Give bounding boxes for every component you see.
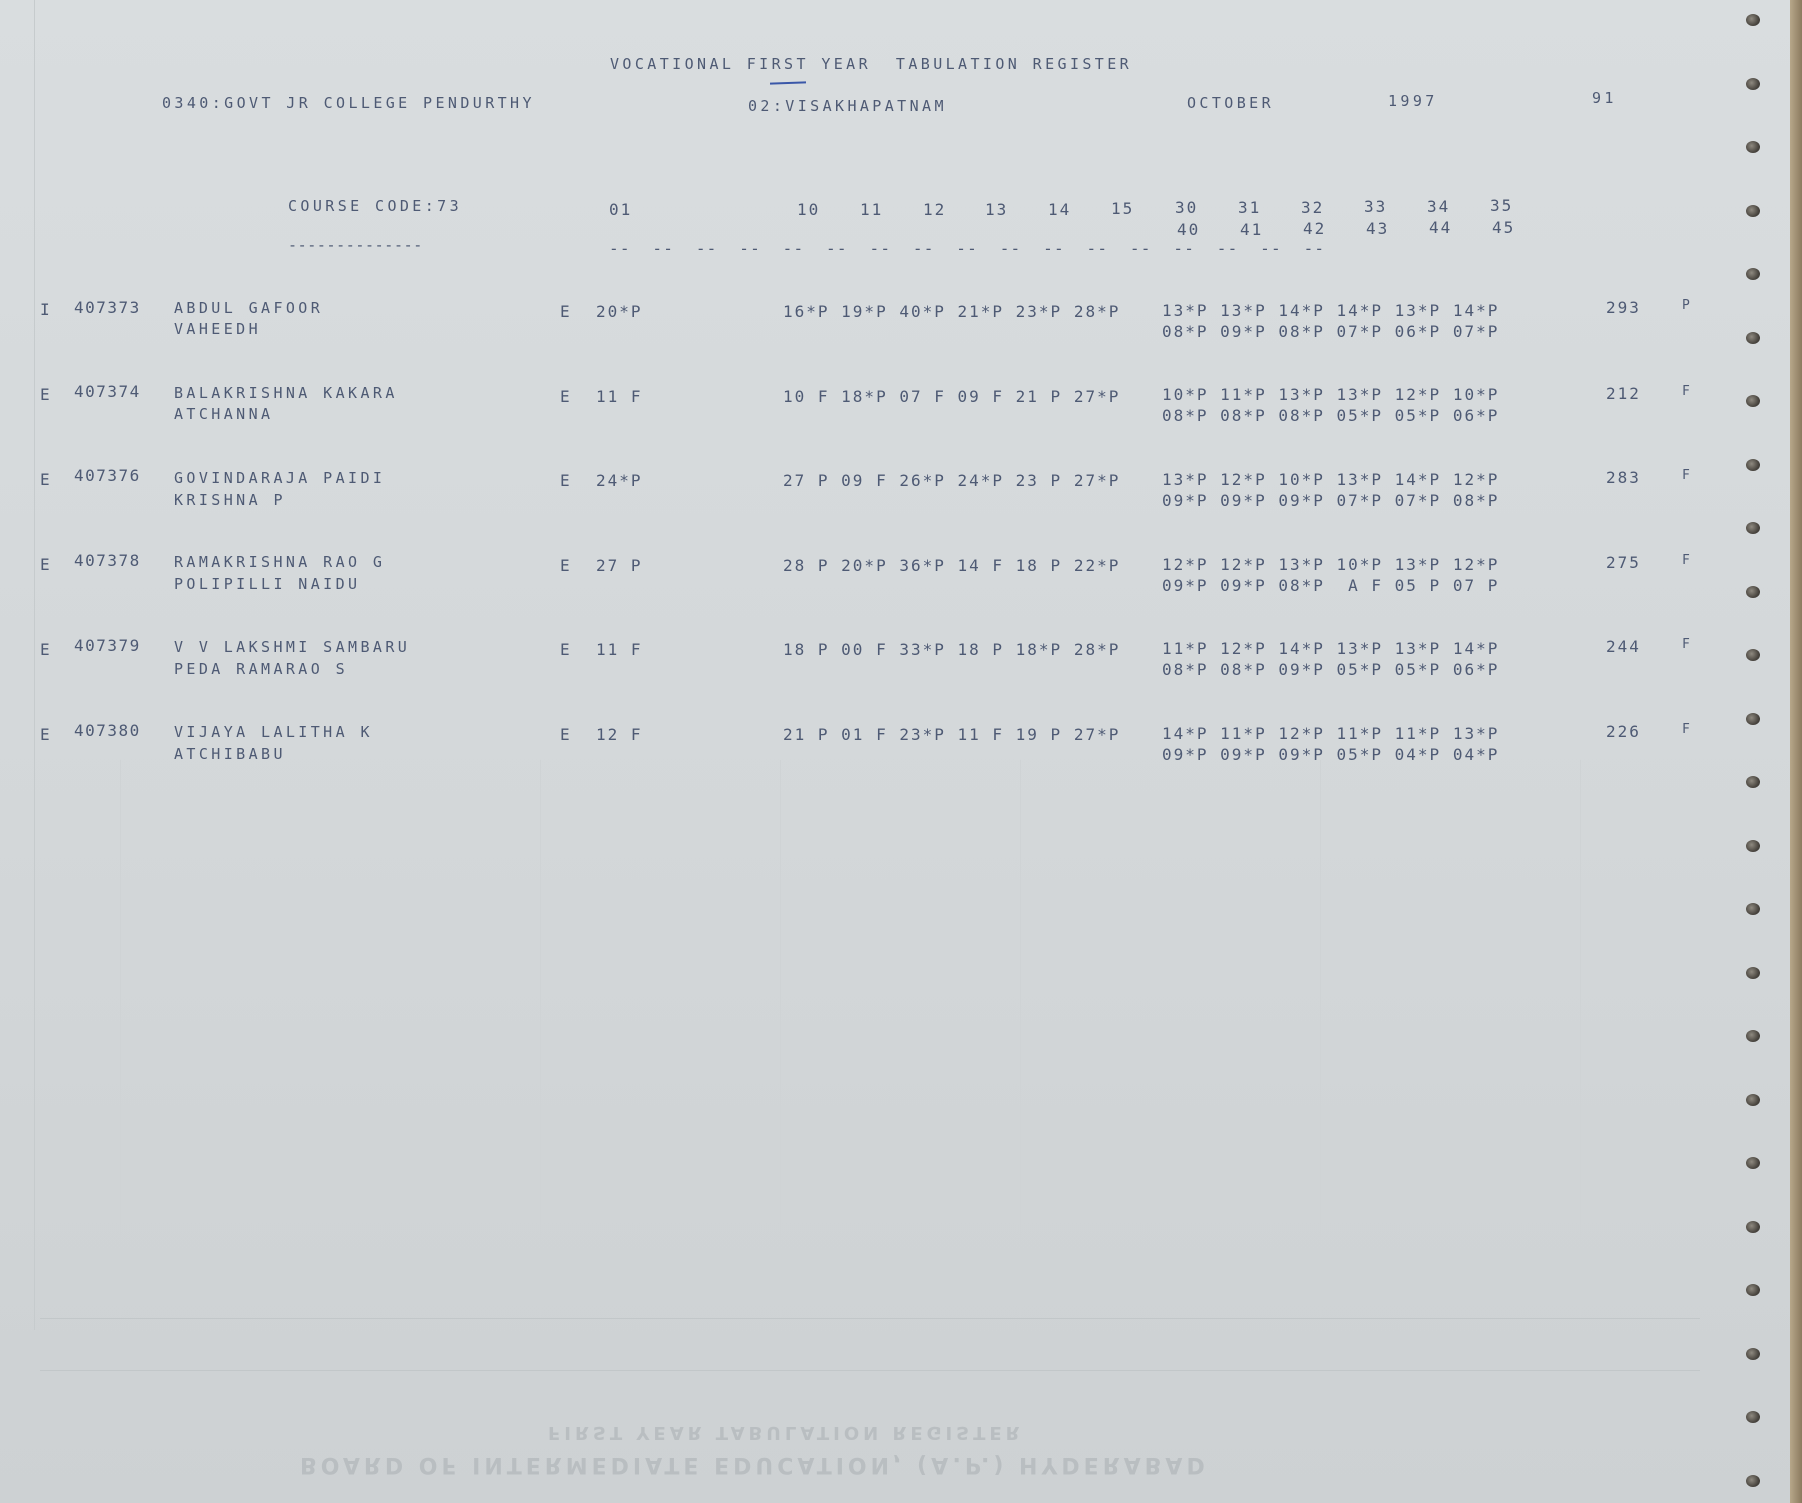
student-name: V V LAKSHMI SAMBARU bbox=[174, 638, 411, 656]
vocational-marks-row2: 09*P 09*P 09*P 07*P 07*P 08*P bbox=[1162, 491, 1500, 510]
subject-01-mark: 11 F bbox=[596, 640, 643, 659]
parent-name: KRISHNA P bbox=[174, 491, 286, 509]
district-name: 02:VISAKHAPATNAM bbox=[748, 97, 947, 115]
show-through-board: BOARD OF INTERMEDIATE EDUCATION, (A.P.) HYDERABAD bbox=[300, 1452, 1209, 1477]
medium: E bbox=[560, 302, 572, 321]
vocational-marks-row2: 09*P 09*P 09*P 05*P 04*P 04*P bbox=[1162, 745, 1500, 764]
roll-number: 407374 bbox=[74, 382, 141, 401]
subject-marks: 16*P 19*P 40*P 21*P 23*P 28*P bbox=[783, 302, 1121, 321]
total-marks: 293 bbox=[1606, 298, 1641, 317]
faint-form-grid bbox=[40, 760, 1700, 1320]
roll-number: 407378 bbox=[74, 551, 141, 570]
student-name: ABDUL GAFOOR bbox=[174, 299, 324, 317]
pen-underline bbox=[770, 81, 806, 84]
student-name: GOVINDARAJA PAIDI bbox=[174, 469, 386, 487]
vocational-marks-row1: 12*P 12*P 13*P 10*P 13*P 12*P bbox=[1162, 555, 1500, 574]
roll-number: 407376 bbox=[74, 466, 141, 485]
col-34: 34 bbox=[1427, 197, 1451, 216]
total-marks: 226 bbox=[1606, 722, 1641, 741]
vocational-marks-row1: 13*P 13*P 14*P 14*P 13*P 14*P bbox=[1162, 301, 1500, 320]
col-43: 43 bbox=[1366, 219, 1390, 238]
col-45: 45 bbox=[1492, 218, 1516, 237]
medium: E bbox=[560, 471, 572, 490]
result: F bbox=[1682, 468, 1692, 483]
vocational-marks-row2: 08*P 09*P 08*P 07*P 06*P 07*P bbox=[1162, 322, 1500, 341]
col-12: 12 bbox=[923, 200, 947, 219]
parent-name: PEDA RAMARAO S bbox=[174, 660, 349, 678]
margin-line bbox=[34, 0, 35, 1330]
col-01: 01 bbox=[609, 200, 633, 219]
course-code: COURSE CODE:73 bbox=[288, 197, 463, 215]
sheet-edge bbox=[1790, 0, 1802, 1503]
col-44: 44 bbox=[1429, 218, 1453, 237]
vocational-marks-row1: 14*P 11*P 12*P 11*P 11*P 13*P bbox=[1162, 724, 1500, 743]
col-30: 30 bbox=[1175, 198, 1199, 217]
col-14: 14 bbox=[1048, 200, 1072, 219]
subject-01-mark: 11 F bbox=[596, 387, 643, 406]
tractor-feed-holes bbox=[1746, 0, 1776, 1503]
show-through-title: FIRST YEAR TABULATION REGISTER bbox=[548, 1422, 1024, 1443]
parent-name: ATCHIBABU bbox=[174, 745, 286, 763]
total-marks: 244 bbox=[1606, 637, 1641, 656]
faint-rule bbox=[40, 1370, 1700, 1371]
medium: E bbox=[560, 640, 572, 659]
medium: E bbox=[560, 387, 572, 406]
total-marks: 212 bbox=[1606, 384, 1641, 403]
col-42: 42 bbox=[1303, 219, 1327, 238]
status-code: I bbox=[40, 300, 52, 319]
result: F bbox=[1682, 722, 1692, 737]
roll-number: 407379 bbox=[74, 636, 141, 655]
subject-marks: 27 P 09 F 26*P 24*P 23 P 27*P bbox=[783, 471, 1121, 490]
vocational-marks-row1: 13*P 12*P 10*P 13*P 14*P 12*P bbox=[1162, 470, 1500, 489]
subject-marks: 28 P 20*P 36*P 14 F 18 P 22*P bbox=[783, 556, 1121, 575]
total-marks: 283 bbox=[1606, 468, 1641, 487]
result: F bbox=[1682, 553, 1692, 568]
subject-01-mark: 27 P bbox=[596, 556, 643, 575]
college-name: 0340:GOVT JR COLLEGE PENDURTHY bbox=[162, 94, 535, 112]
faint-rule bbox=[40, 1318, 1700, 1319]
exam-year: 1997 bbox=[1388, 92, 1438, 110]
status-code: E bbox=[40, 725, 52, 744]
col-33: 33 bbox=[1364, 197, 1388, 216]
medium: E bbox=[560, 556, 572, 575]
student-name: RAMAKRISHNA RAO G bbox=[174, 553, 386, 571]
roll-number: 407380 bbox=[74, 721, 141, 740]
vocational-marks-row1: 11*P 12*P 14*P 13*P 13*P 14*P bbox=[1162, 639, 1500, 658]
subject-marks: 21 P 01 F 23*P 11 F 19 P 27*P bbox=[783, 725, 1121, 744]
status-code: E bbox=[40, 470, 52, 489]
status-code: E bbox=[40, 640, 52, 659]
vocational-marks-row2: 08*P 08*P 09*P 05*P 05*P 06*P bbox=[1162, 660, 1500, 679]
student-name: BALAKRISHNA KAKARA bbox=[174, 384, 398, 402]
status-code: E bbox=[40, 555, 52, 574]
result: F bbox=[1682, 384, 1692, 399]
exam-month: OCTOBER bbox=[1187, 94, 1275, 112]
roll-number: 407373 bbox=[74, 298, 141, 317]
register-title: VOCATIONAL FIRST YEAR TABULATION REGISTER bbox=[610, 55, 1133, 73]
col-41: 41 bbox=[1240, 220, 1264, 239]
vocational-marks-row2: 08*P 08*P 08*P 05*P 05*P 06*P bbox=[1162, 406, 1500, 425]
subject-01-mark: 20*P bbox=[596, 302, 643, 321]
student-name: VIJAYA LALITHA K bbox=[174, 723, 373, 741]
page-number: 91 bbox=[1592, 89, 1617, 107]
medium: E bbox=[560, 725, 572, 744]
course-code-underline: -------------- bbox=[288, 236, 423, 254]
col-15: 15 bbox=[1111, 199, 1135, 218]
vocational-marks-row1: 10*P 11*P 13*P 13*P 12*P 10*P bbox=[1162, 385, 1500, 404]
result: P bbox=[1682, 298, 1692, 313]
col-10: 10 bbox=[797, 200, 821, 219]
parent-name: VAHEEDH bbox=[174, 320, 262, 338]
column-dashes: -- -- -- -- -- -- -- -- -- -- -- -- -- -- -- -- -- bbox=[609, 239, 1326, 258]
result: F bbox=[1682, 637, 1692, 652]
col-35: 35 bbox=[1490, 196, 1514, 215]
subject-marks: 10 F 18*P 07 F 09 F 21 P 27*P bbox=[783, 387, 1121, 406]
subject-01-mark: 24*P bbox=[596, 471, 643, 490]
parent-name: ATCHANNA bbox=[174, 405, 274, 423]
parent-name: POLIPILLI NAIDU bbox=[174, 575, 361, 593]
col-32: 32 bbox=[1301, 198, 1325, 217]
subject-01-mark: 12 F bbox=[596, 725, 643, 744]
total-marks: 275 bbox=[1606, 553, 1641, 572]
col-31: 31 bbox=[1238, 198, 1262, 217]
col-40: 40 bbox=[1177, 220, 1201, 239]
col-11: 11 bbox=[860, 200, 884, 219]
subject-marks: 18 P 00 F 33*P 18 P 18*P 28*P bbox=[783, 640, 1121, 659]
status-code: E bbox=[40, 385, 52, 404]
col-13: 13 bbox=[985, 200, 1009, 219]
vocational-marks-row2: 09*P 09*P 08*P A F 05 P 07 P bbox=[1162, 576, 1500, 595]
